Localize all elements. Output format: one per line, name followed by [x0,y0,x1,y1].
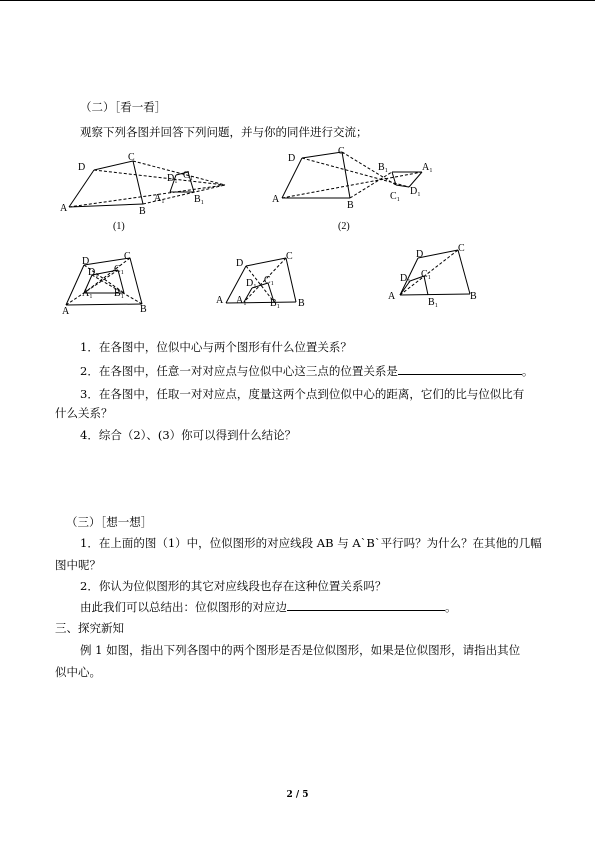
section3-question-1-line2: 图中呢？ [55,558,101,572]
fig2-label-D: D [288,153,296,164]
fig1-label-D: D [78,162,86,173]
section3-question-1-line1: 1．在上面的图（1）中，位似图形的对应线段 AB 与 A`B`平行吗？为什么？在其他的几幅 [80,536,542,550]
section2-question-2 [80,362,533,379]
fig5-label-B: B [470,291,477,302]
fig1-label-B1: B₁ [194,194,205,205]
fig1-label-A1: A₁ [154,193,165,204]
example-1-line2: 似中心。 [55,665,101,679]
section2-question-2-end: 。 [521,364,534,378]
fig2-label-C: C [338,146,345,157]
fig3-label-C1: C₁ [114,264,125,275]
fig2-label-D1: D₁ [410,186,421,197]
section2-intro: 观察下列各图并回答下列问题，并与你的同伴进行交流； [80,125,368,139]
section2-question-3-line2: 什么关系？ [55,406,113,420]
fig2-caption: (2) [338,221,350,232]
fig2-label-A: A [272,194,280,205]
fig4-label-A1: A₁ [236,295,247,306]
section2-question-2-text: 2．在各图中，任意一对对应点与位似中心这三点的位置关系是 [80,364,398,378]
fig5-label-D1: D₁ [400,273,411,284]
fig3-label-A1: A₁ [82,288,93,299]
section3-conclusion-end: 。 [445,600,457,614]
figure-3 [60,250,160,315]
figure-1 [55,148,235,233]
fig5-label-C1: C₁ [421,269,432,280]
example-1-line1: 例 1 如图，指出下列各图中的两个图形是否是位似图形，如果是位似图形，请指出其位 [80,643,521,657]
fig4-label-A: A [216,295,224,306]
fig3-label-C: C [124,251,131,262]
fig3-label-D: D [82,256,90,267]
fig3-label-D1: D₁ [88,267,99,278]
fig5-label-A: A [388,291,396,302]
fig1-caption: (1) [113,221,125,232]
answer-blank [287,598,445,611]
fig5-label-B1: B₁ [428,297,439,308]
section3-conclusion [80,598,457,615]
fig5-label-D: D [416,249,424,260]
figure-4 [212,250,312,315]
fig4-label-D: D [236,258,244,269]
fig2-label-B1: B₁ [378,162,389,173]
header-rule [0,0,595,1]
fig1-label-D1: D₁ [167,173,178,184]
fig3-label-A: A [62,306,70,317]
section2-question-4: 4．综合（2）、(3）你可以得到什么结论？ [80,428,297,442]
fig4-label-C1: C₁ [264,275,275,286]
fig1-label-C: C [128,152,135,163]
section2-question-1: 1．在各图中，位似中心与两个图形有什么位置关系？ [80,340,352,354]
page-number: 2 / 5 [286,790,309,800]
section3-conclusion-text: 由此我们可以总结出：位似图形的对应边 [80,600,287,614]
section3-heading: （三）［想一想］ [66,515,153,529]
figure-2 [270,146,450,236]
figure-5 [384,243,494,308]
part3-heading: 三、探究新知 [55,621,124,635]
fig1-label-A: A [60,203,68,214]
section2-heading: （二）［看一看］ [80,100,167,114]
fig4-label-B1: B₁ [270,298,281,309]
fig1-label-B: B [139,206,146,217]
fig3-label-B: B [140,304,147,315]
fig2-label-C1: C₁ [390,191,401,202]
fig4-label-D1: D₁ [246,278,257,289]
fig1-label-C1: C₁ [183,170,194,181]
fig4-label-C: C [286,251,293,262]
answer-blank [398,362,522,375]
fig2-label-A1: A₁ [422,162,433,173]
fig5-label-C: C [458,243,465,254]
fig2-label-B: B [347,200,354,211]
fig4-label-B: B [298,298,305,309]
section2-question-3-line1: 3．在各图中，任取一对对应点，度量这两个点到位似中心的距离，它们的比与位似比有 [80,387,525,401]
section3-question-2: 2．你认为位似图形的其它对应线段也存在这种位置关系吗？ [80,579,387,593]
fig3-label-B1: B₁ [114,288,125,299]
